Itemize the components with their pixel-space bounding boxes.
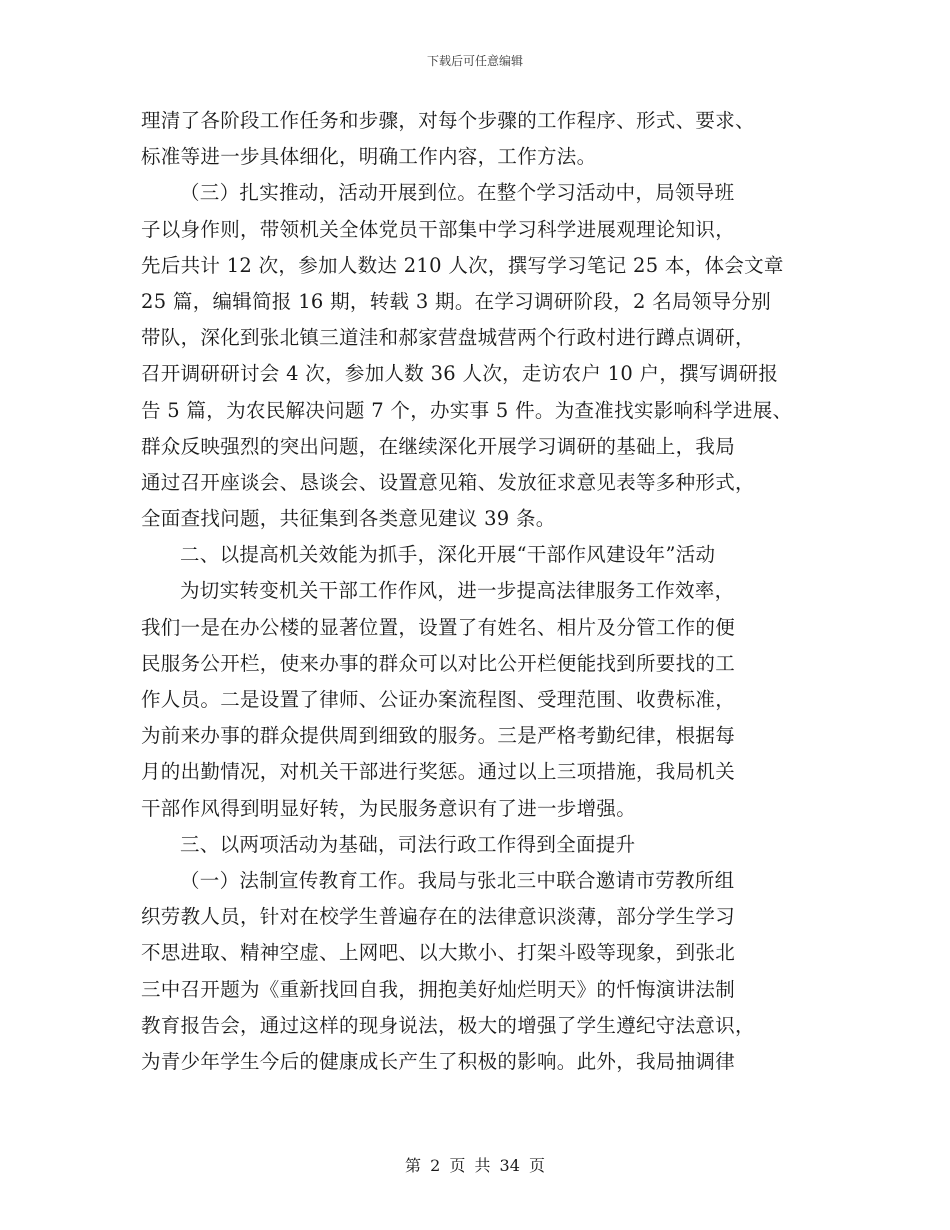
page-number-footer: 第 2 页 共 34 页 xyxy=(405,1156,545,1175)
text-line: 为前来办事的群众提供周到细致的服务。三是严格考勤纪律，根据每 xyxy=(141,724,736,748)
text-line: 25 篇，编辑简报 16 期，转载 3 期。在学习调研阶段，2 名局领导分别 xyxy=(141,289,772,313)
text-line: 民服务公开栏，使来办事的群众可以对比公开栏便能找到所要找的工 xyxy=(141,651,736,675)
page-header-note: 下载后可任意编辑 xyxy=(426,54,523,68)
document-body xyxy=(141,103,821,1080)
text-line: 为切实转变机关干部工作作风，进一步提高法律服务工作效率， xyxy=(180,579,735,603)
text-line: 理清了各阶段工作任务和步骤，对每个步骤的工作程序、形式、要求、 xyxy=(141,109,755,132)
text-line: 标准等进一步具体细化，明确工作内容，工作方法。 xyxy=(141,145,597,169)
text-line: 不思进取、精神空虚、上网吧、以大欺小、打架斗殴等现象，到张北 xyxy=(141,941,736,965)
section-heading: 三、以两项活动为基础，司法行政工作得到全面提升 xyxy=(180,832,636,856)
text-line: （一）法制宣传教育工作。我局与张北三中联合邀请市劳教所组 xyxy=(180,868,735,892)
text-line: 全面查找问题，共征集到各类意见建议 39 条。 xyxy=(141,507,556,531)
text-line: 月的出勤情况，对机关干部进行奖惩。通过以上三项措施，我局机关 xyxy=(141,760,736,784)
text-line: 干部作风得到明显好转，为民服务意识有了进一步增强。 xyxy=(141,796,637,820)
text-line: 通过召开座谈会、恳谈会、设置意见箱、发放征求意见表等多种形式， xyxy=(141,470,755,494)
text-line: 为青少年学生今后的健康成长产生了积极的影响。此外，我局抽调律 xyxy=(141,1049,736,1073)
text-line: 教育报告会，通过这样的现身说法，极大的增强了学生遵纪守法意识， xyxy=(141,1013,755,1037)
text-line: 织劳教人员，针对在校学生普遍存在的法律意识淡薄，部分学生学习 xyxy=(141,905,736,929)
text-line: 三中召开题为《重新找回自我，拥抱美好灿烂明天》的忏悔演讲法制 xyxy=(141,977,736,1001)
text-line: 先后共计 12 次，参加人数达 210 人次，撰写学习笔记 25 本，体会文章 xyxy=(141,253,784,277)
text-line: 带队，深化到张北镇三道洼和郝家营盘城营两个行政村进行蹲点调研， xyxy=(141,326,755,350)
text-line: 我们一是在办公楼的显著位置，设置了有姓名、相片及分管工作的便 xyxy=(141,615,736,639)
section-heading: 二、以提高机关效能为抓手，深化开展“干部作风建设年”活动 xyxy=(180,543,716,567)
text-line: 作人员。二是设置了律师、公证办案流程图、受理范围、收费标准， xyxy=(141,688,736,711)
text-line: 告 5 篇，为农民解决问题 7 个，办实事 5 件。为查准找实影响科学进展、 xyxy=(141,398,793,422)
text-line: 子以身作则，带领机关全体党员干部集中学习科学进展观理论知识， xyxy=(141,217,736,241)
text-line: （三）扎实推动，活动开展到位。在整个学习活动中，局领导班 xyxy=(180,181,735,205)
text-line: 群众反映强烈的突出问题，在继续深化开展学习调研的基础上，我局 xyxy=(141,434,736,458)
text-line: 召开调研研讨会 4 次，参加人数 36 人次，走访农户 10 户，撰写调研报 xyxy=(141,362,779,386)
